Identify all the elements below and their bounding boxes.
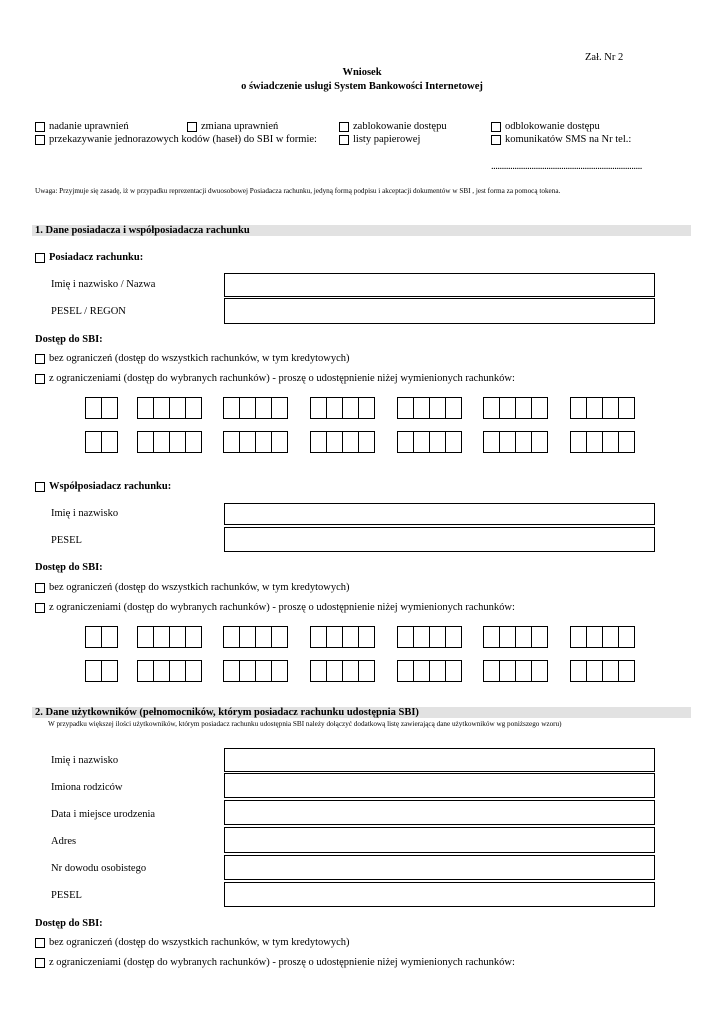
account-digit-box[interactable]: [342, 397, 359, 419]
user-address-field[interactable]: [224, 827, 655, 853]
change-checkbox[interactable]: [187, 122, 197, 132]
account-digit-box[interactable]: [445, 431, 462, 453]
user-iddoc-label: Nr dowodu osobistego: [51, 863, 147, 874]
account-digit-group: [483, 660, 548, 682]
account-digit-box[interactable]: [101, 431, 118, 453]
account-digit-box[interactable]: [85, 626, 102, 648]
holder-unlimited-label: bez ograniczeń (dostęp do wszystkich rachunków, w tym kredytowych): [49, 353, 350, 364]
account-digit-box[interactable]: [429, 660, 446, 682]
account-digit-box[interactable]: [531, 626, 548, 648]
account-digit-box[interactable]: [499, 626, 516, 648]
account-digit-box[interactable]: [153, 660, 170, 682]
form-subtitle: o świadczenie usługi System Bankowości Internetowej: [241, 81, 483, 92]
holder-heading: Posiadacz rachunku:: [49, 252, 144, 263]
account-digit-box[interactable]: [326, 431, 343, 453]
account-digit-box[interactable]: [223, 431, 240, 453]
account-digit-box[interactable]: [602, 660, 619, 682]
user-unlimited-checkbox[interactable]: [35, 938, 45, 948]
account-digit-box[interactable]: [169, 431, 186, 453]
account-digit-box[interactable]: [531, 397, 548, 419]
section1-title: 1. Dane posiadacza i współposiadacza rachunku: [35, 225, 250, 236]
account-digit-box[interactable]: [429, 397, 446, 419]
account-digit-box[interactable]: [169, 660, 186, 682]
grant-label: nadanie uprawnień: [49, 121, 129, 132]
account-digit-box[interactable]: [239, 397, 256, 419]
account-digit-box[interactable]: [397, 660, 414, 682]
account-digit-box[interactable]: [271, 397, 288, 419]
account-digit-box[interactable]: [586, 431, 603, 453]
account-digit-box[interactable]: [429, 431, 446, 453]
form-title: Wniosek: [342, 67, 382, 78]
account-digit-box[interactable]: [515, 397, 532, 419]
unblock-label: odblokowanie dostępu: [505, 121, 600, 132]
account-digit-group: [85, 431, 118, 453]
account-digit-group: [570, 626, 635, 648]
account-digit-box[interactable]: [137, 397, 154, 419]
account-digit-box[interactable]: [531, 431, 548, 453]
holder-access-heading: Dostęp do SBI:: [35, 334, 103, 345]
paper-label: listy papierowej: [353, 134, 421, 145]
account-digit-box[interactable]: [618, 431, 635, 453]
account-digit-box[interactable]: [310, 431, 327, 453]
account-digit-box[interactable]: [397, 431, 414, 453]
account-digit-box[interactable]: [413, 626, 430, 648]
account-digit-group: [570, 660, 635, 682]
account-digit-box[interactable]: [618, 660, 635, 682]
account-digit-box[interactable]: [271, 626, 288, 648]
coholder-unlimited-label: bez ograniczeń (dostęp do wszystkich rachunków, w tym kredytowych): [49, 582, 350, 593]
account-digit-box[interactable]: [255, 431, 272, 453]
account-digit-box[interactable]: [137, 626, 154, 648]
account-digit-box[interactable]: [483, 397, 500, 419]
account-digit-group: [137, 431, 202, 453]
grant-checkbox[interactable]: [35, 122, 45, 132]
account-digit-box[interactable]: [445, 660, 462, 682]
section2-note: W przypadku większej ilości użytkowników, którym posiadacz rachunku udostępnia SBI należy dołączyć dodatkową listę zawierającą dane użytkowników wg poniższego wzoru): [48, 720, 562, 728]
account-digit-box[interactable]: [618, 397, 635, 419]
account-digit-box[interactable]: [515, 431, 532, 453]
account-digit-box[interactable]: [310, 397, 327, 419]
account-digit-box[interactable]: [239, 431, 256, 453]
account-digit-box[interactable]: [185, 626, 202, 648]
account-digit-group: [223, 397, 288, 419]
coholder-access-heading: Dostęp do SBI:: [35, 562, 103, 573]
account-digit-box[interactable]: [358, 397, 375, 419]
user-pesel-label: PESEL: [51, 890, 82, 901]
block-checkbox[interactable]: [339, 122, 349, 132]
account-digit-box[interactable]: [137, 431, 154, 453]
coholder-id-field[interactable]: [224, 527, 655, 552]
account-digit-box[interactable]: [515, 626, 532, 648]
user-name-field[interactable]: [224, 748, 655, 772]
coholder-limited-label: z ograniczeniami (dostęp do wybranych rachunków) - proszę o udostępnienie niżej wymienionych rachunków:: [49, 602, 515, 613]
account-digit-box[interactable]: [618, 626, 635, 648]
sms-checkbox[interactable]: [491, 135, 501, 145]
account-digit-group: [570, 431, 635, 453]
account-digit-box[interactable]: [342, 626, 359, 648]
account-digit-box[interactable]: [101, 626, 118, 648]
account-digit-box[interactable]: [310, 626, 327, 648]
account-digit-box[interactable]: [429, 626, 446, 648]
coholder-name-label: Imię i nazwisko: [51, 508, 119, 519]
account-digit-box[interactable]: [223, 397, 240, 419]
account-digit-box[interactable]: [413, 660, 430, 682]
holder-limited-label: z ograniczeniami (dostęp do wybranych rachunków) - proszę o udostępnienie niżej wymienionych rachunków:: [49, 373, 515, 384]
account-digit-group: [137, 397, 202, 419]
account-digit-box[interactable]: [586, 660, 603, 682]
account-digit-group: [397, 660, 462, 682]
coholder-name-field[interactable]: [224, 503, 655, 525]
account-digit-box[interactable]: [326, 397, 343, 419]
coholder-heading: Współposiadacz rachunku:: [49, 481, 172, 492]
user-birth-field[interactable]: [224, 800, 655, 825]
account-digit-group: [397, 626, 462, 648]
account-digit-group: [397, 397, 462, 419]
account-digit-box[interactable]: [223, 626, 240, 648]
account-digit-box[interactable]: [602, 397, 619, 419]
account-digit-box[interactable]: [602, 431, 619, 453]
account-digit-box[interactable]: [358, 431, 375, 453]
account-digit-box[interactable]: [169, 626, 186, 648]
account-digit-group: [310, 660, 375, 682]
account-digit-group: [137, 626, 202, 648]
account-digit-box[interactable]: [101, 660, 118, 682]
user-iddoc-field[interactable]: [224, 855, 655, 880]
codes-label: przekazywanie jednorazowych kodów (haseł) do SBI w formie:: [49, 134, 317, 145]
user-address-label: Adres: [51, 836, 77, 847]
account-digit-box[interactable]: [185, 397, 202, 419]
account-digit-group: [223, 431, 288, 453]
holder-checkbox[interactable]: [35, 253, 45, 263]
account-digit-group: [85, 397, 118, 419]
account-digit-box[interactable]: [515, 660, 532, 682]
account-digit-box[interactable]: [255, 626, 272, 648]
account-digit-box[interactable]: [483, 431, 500, 453]
account-digit-box[interactable]: [358, 660, 375, 682]
coholder-limited-checkbox[interactable]: [35, 603, 45, 613]
account-digit-box[interactable]: [531, 660, 548, 682]
account-digit-box[interactable]: [326, 626, 343, 648]
user-limited-checkbox[interactable]: [35, 958, 45, 968]
coholder-unlimited-checkbox[interactable]: [35, 583, 45, 593]
account-digit-box[interactable]: [499, 431, 516, 453]
account-digit-box[interactable]: [169, 397, 186, 419]
holder-name-field[interactable]: [224, 273, 655, 297]
account-digit-box[interactable]: [413, 431, 430, 453]
account-digit-box[interactable]: [185, 660, 202, 682]
account-digit-group: [310, 626, 375, 648]
account-digit-box[interactable]: [153, 431, 170, 453]
account-digit-box[interactable]: [153, 626, 170, 648]
token-note: Uwaga: Przyjmuje się zasadę, iż w przypadku reprezentacji dwuosobowej Posiadacza rachunku, jedyną formą podpisu i akceptacji dokumentów w SBI , jest forma za pomocą tokena.: [35, 187, 561, 195]
account-digit-box[interactable]: [397, 626, 414, 648]
account-digit-box[interactable]: [483, 660, 500, 682]
account-digit-group: [483, 431, 548, 453]
account-digit-group: [483, 397, 548, 419]
account-digit-group: [137, 660, 202, 682]
account-digit-box[interactable]: [271, 660, 288, 682]
section2-title: 2. Dane użytkowników (pełnomocników, którym posiadacz rachunku udostępnia SBI): [35, 707, 419, 718]
user-birth-label: Data i miejsce urodzenia: [51, 809, 156, 820]
holder-unlimited-checkbox[interactable]: [35, 354, 45, 364]
account-digit-box[interactable]: [255, 397, 272, 419]
account-digit-group: [310, 397, 375, 419]
account-digit-group: [310, 431, 375, 453]
account-digit-box[interactable]: [326, 660, 343, 682]
account-digit-box[interactable]: [310, 660, 327, 682]
user-name-label: Imię i nazwisko: [51, 755, 119, 766]
codes-checkbox[interactable]: [35, 135, 45, 145]
account-digit-group: [85, 660, 118, 682]
account-digit-box[interactable]: [570, 431, 587, 453]
user-parents-field[interactable]: [224, 773, 655, 798]
coholder-checkbox[interactable]: [35, 482, 45, 492]
account-digit-box[interactable]: [570, 626, 587, 648]
phone-number-line[interactable]: .......................................................................: [491, 161, 642, 172]
block-label: zablokowanie dostępu: [353, 121, 447, 132]
account-digit-box[interactable]: [586, 626, 603, 648]
account-digit-box[interactable]: [239, 660, 256, 682]
holder-id-field[interactable]: [224, 298, 655, 324]
user-parents-label: Imiona rodziców: [51, 782, 123, 793]
account-digit-group: [223, 660, 288, 682]
holder-id-label: PESEL / REGON: [51, 306, 126, 317]
user-pesel-field[interactable]: [224, 882, 655, 907]
account-digit-group: [397, 431, 462, 453]
user-access-heading: Dostęp do SBI:: [35, 918, 103, 929]
user-limited-label: z ograniczeniami (dostęp do wybranych rachunków) - proszę o udostępnienie niżej wymienionych rachunków:: [49, 957, 515, 968]
account-digit-box[interactable]: [223, 660, 240, 682]
sms-label: komunikatów SMS na Nr tel.:: [505, 134, 632, 145]
account-digit-box[interactable]: [153, 397, 170, 419]
account-digit-box[interactable]: [413, 397, 430, 419]
account-digit-box[interactable]: [570, 660, 587, 682]
account-digit-box[interactable]: [239, 626, 256, 648]
account-digit-box[interactable]: [586, 397, 603, 419]
account-digit-box[interactable]: [499, 660, 516, 682]
coholder-id-label: PESEL: [51, 535, 82, 546]
account-digit-box[interactable]: [271, 431, 288, 453]
account-digit-box[interactable]: [185, 431, 202, 453]
account-digit-box[interactable]: [499, 397, 516, 419]
account-digit-box[interactable]: [358, 626, 375, 648]
account-digit-box[interactable]: [85, 397, 102, 419]
account-digit-group: [483, 626, 548, 648]
holder-limited-checkbox[interactable]: [35, 374, 45, 384]
holder-name-label: Imię i nazwisko / Nazwa: [51, 279, 156, 290]
account-digit-group: [85, 626, 118, 648]
user-unlimited-label: bez ograniczeń (dostęp do wszystkich rachunków, w tym kredytowych): [49, 937, 350, 948]
account-digit-box[interactable]: [445, 626, 462, 648]
account-digit-box[interactable]: [342, 660, 359, 682]
account-digit-box[interactable]: [342, 431, 359, 453]
unblock-checkbox[interactable]: [491, 122, 501, 132]
account-digit-group: [570, 397, 635, 419]
account-digit-box[interactable]: [397, 397, 414, 419]
account-digit-box[interactable]: [137, 660, 154, 682]
change-label: zmiana uprawnień: [201, 121, 279, 132]
account-digit-box[interactable]: [602, 626, 619, 648]
account-digit-box[interactable]: [255, 660, 272, 682]
account-digit-box[interactable]: [101, 397, 118, 419]
account-digit-box[interactable]: [85, 660, 102, 682]
account-digit-box[interactable]: [445, 397, 462, 419]
attachment-number: Zał. Nr 2: [585, 52, 624, 63]
paper-checkbox[interactable]: [339, 135, 349, 145]
account-digit-box[interactable]: [570, 397, 587, 419]
account-digit-box[interactable]: [483, 626, 500, 648]
account-digit-box[interactable]: [85, 431, 102, 453]
account-digit-group: [223, 626, 288, 648]
